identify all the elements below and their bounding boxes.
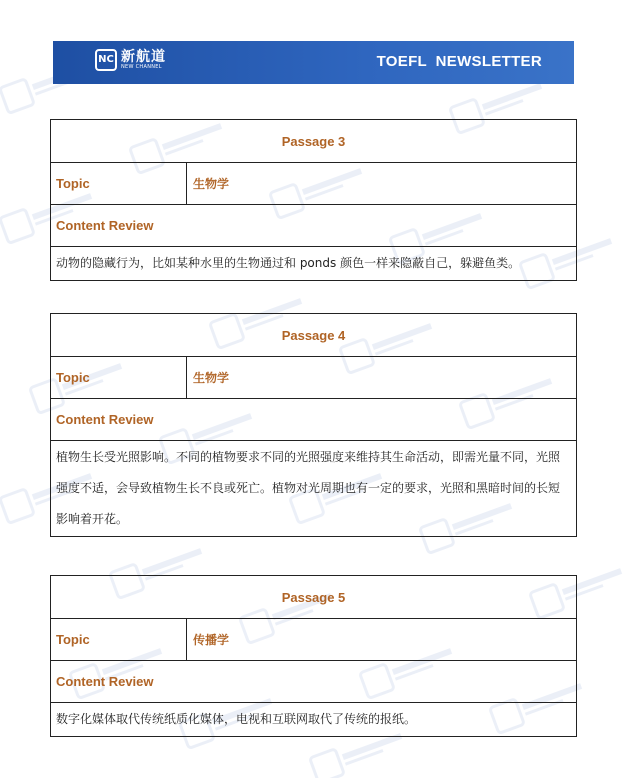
passage-title: Passage 5 [281, 589, 346, 605]
content-text: 植物生长受光照影响。不同的植物要求不同的光照强度来维持其生命活动，即需光量不同，光照强度不适，会导致植物生长不良或死亡。植物对光周期也有一定的要求，光照和黑暗时间的长短影响着开花。 [51, 440, 576, 536]
topic-row [51, 618, 576, 660]
content-text: 动物的隐藏行为，比如某种水里的生物通过和 ponds 颜色一样来隐蔽自己，躲避鱼类。 [51, 246, 576, 280]
topic-value: 生物学 [193, 371, 230, 385]
logo-cn-text: 新航道 [121, 49, 166, 65]
topic-label: Topic [51, 163, 187, 204]
passage-table-4 [50, 313, 577, 537]
newsletter-title: TOEFL NEWSLETTER [376, 53, 542, 70]
logo-en-text: NEW CHANNEL [121, 64, 162, 70]
topic-value: 生物学 [193, 177, 230, 191]
passage-table-3 [50, 119, 577, 281]
content-review-label: Content Review [51, 660, 576, 702]
passage-table-5 [50, 575, 577, 737]
content-review-label: Content Review [51, 204, 576, 246]
topic-label: Topic [51, 357, 187, 398]
passage-title: Passage 3 [281, 133, 346, 149]
passage-title: Passage 4 [281, 327, 346, 343]
topic-row [51, 356, 576, 398]
topic-value: 传播学 [193, 633, 230, 647]
brand-logo [95, 49, 166, 71]
logo-icon: NC [95, 49, 117, 71]
header-banner [53, 41, 574, 84]
topic-row [51, 162, 576, 204]
content-review-label: Content Review [51, 398, 576, 440]
content-text: 数字化媒体取代传统纸质化媒体，电视和互联网取代了传统的报纸。 [51, 702, 576, 736]
topic-label: Topic [51, 619, 187, 660]
